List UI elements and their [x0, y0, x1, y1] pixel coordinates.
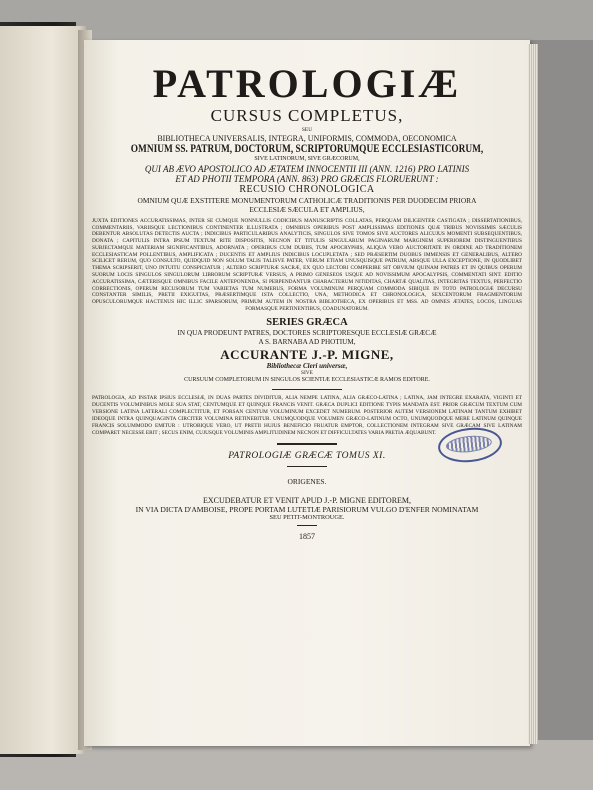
greek-paragraph: PATROLOGIA, AD INSTAR IPSIUS ECCLESIÆ, IN DUAS PARTES DIVIDITUR, ALIA NEMPE LATINA, ALIA GRÆCO-LATINA ; LATINA, JAM INTEGRE EXARATA, VIGINTI ET DUCENTIS VOLUMINIBUS MOLE SUA STAT, CENTUMQUE ET QUINQUE FRANCIS VENIT. GRÆCA DUPLICI EDITIONE TYPIS MANDATA EST. PRIOR GRÆCUM TEXTUM CUM VERSIONE LATINA LATERALI COMPLECTITUR, ET FORSAN CENTUM VOLUMINUM EXCEDET NUMERUM. POSTERIOR AUTEM VERSIONEM LATINAM TANTUM EXHIBET IDEOQUE INTRA QUINQUAGINTA CIRCITER VOLUMINA RETINEBITUR. UNUMQUODQUE VOLUMEN GRÆCO-LATINUM OCTO, UNUMQUODQUE MERE LATINUM QUINQUE FRANCIS SOLUMMODO EMITUR : UTROBIQUE VERO, UT PRETII HUJUS BENEFICIO FRUATUR EMPTOR, COLLECTIONEM INTEGRAM SIVE GRÆCAM SIVE LATINAM COMPARET NECESSE ERIT ; SECUS ENIM, CUJUSQUE VOLUMINIS AMPLITUDINEM NECNON ET DIFFICULTATES VARIA PRETIA ÆQUABUNT.: [92, 395, 522, 436]
intro-line-2: OMNIUM SS. PATRUM, DOCTORUM, SCRIPTORUMQUE ECCLESIASTICORUM,: [130, 143, 484, 156]
publication-year: 1857: [299, 531, 315, 541]
imprint-line-3: SEU PETIT-MONTROUGE.: [269, 514, 345, 522]
series-line-2: A S. BARNABA AD PHOTIUM,: [258, 338, 356, 347]
intro-line-4: QUI AB ÆVO APOSTOLICO AD ÆTATEM INNOCENTII III (ANN. 1216) PRO LATINIS: [144, 163, 470, 174]
body-paragraph: JUXTA EDITIONES ACCURATISSIMAS, INTER SE CUMQUE NONNULLIS CODICIBUS MANUSCRIPTIS COLLATAS, PERQUAM DILIGENTER CASTIGATA ; DISSERTATIONIBUS, COMMENTARIIS, VARIISQUE LECTIONIBUS CONTINENTER ILLUSTRATA ; OMNIBUS OPERIBUS POST AMPLISSIMAS EDITIONES QUÆ TRIBUS NOVISSIMIS SÆCULIS DEBENTUR ABSOLUTAS DETECTIS AUCTA ; INDICIBUS PARTICULARIBUS ANALYTICIS, SINGULOS SIVE TOMOS SIVE AUCTORES ALICUJUS MOMENTI SUBSEQUENTIBUS, DONATA ; CAPITULIS INTRA IPSUM TEXTUM RITE DISPOSITIS, NECNON ET TITULIS SINGULARUM PAGINARUM MARGINEM SUPERIOREM DISTINGUENTIBUS SUBJECTAMQUE MATERIAM SIGNIFICANTIBUS, ADORNATA ; OPERIBUS CUM DUBIIS, TUM APOCRYPHIS, ALIQUA VERO AUCTORITATE IN ORDINE AD TRADITIONEM ECCLESIASTICAM POLLENTIBUS, AMPLIFICATA ; DUCENTIS ET AMPLIUS INDICIBUS LOCUPLETATA ; SED PRÆSERTIM DUOBUS IMMENSIS ET GENERALIBUS, ALTERO SCILICET RERUM, QUO CONSULTO, QUIDQUID NON SOLUM TALIS TALISVE PATER, VERUM ETIAM UNUSQUISQUE PATRUM, ABSQUE ULLA EXCEPTIONE, IN QUODLIBET THEMA SCRIPSERIT, UNO INTUITU CONSPICIATUR ; ALTERO SCRIPTURÆ SACRÆ, EX QUO LECTORI COMPERIRE SIT OBVIUM QUINAM PATRES ET IN QUIBUS OPERUM SUORUM LOCIS SINGULOS SINGULORUM LIBRORUM SCRIPTURÆ VERSUS, A PRIMO GENESEOS USQUE AD NOVISSIMUM APOCALYPSIS, COMMENTATI SINT. EDITIO ACCURATISSIMA, CÆTERISQUE OMNIBUS FACILE ANTEPONENDA, SI PERPENDANTUR CHARACTERUM NITIDITAS, CHARTÆ QUALITAS, INTEGRITAS TEXTUS, PERFECTIO CORRECTIONIS, OPERUM RECUSORUM TUM VARIETAS TUM NUMERUS, FORMA VOLUMINUM PERQUAM COMMODA SIBIQUE IN TOTO PATROLOGIÆ DECURSU CONSTANTER SIMILIS, PRETII EXIGUITAS, PRÆSERTIMQUE ISTA COLLECTIO, UNA, METHODICA ET CHRONOLOGICA, SEXCENTORUM FRAGMENTORUM OPUSCULORUMQUE HACTENUS HIC ILLIC SPARSORUM, PRIMUM AUTEM IN NOSTRA BIBLIOTHECA, EX OPERIBUS ET MSS. AD OMNES ÆTATES, LOCOS, LINGUAS FORMASQUE PERTINENTIBUS, COADUNATORUM.: [92, 217, 522, 313]
seu-label: SEU: [301, 127, 313, 133]
sive-label: SIVE: [301, 369, 313, 376]
cursum-line: CURSUUM COMPLETORUM IN SINGULOS SCIENTIÆ ECCLESIASTICÆ RAMOS EDITORE.: [184, 376, 430, 383]
title-page-content: [92, 62, 522, 541]
page-edges: [528, 44, 538, 744]
editor-name: ACCURANTE J.-P. MIGNE,: [220, 346, 394, 362]
series-label: SERIES GRÆCA: [266, 316, 348, 328]
left-page: [0, 26, 86, 754]
intro-line-1: BIBLIOTHECA UNIVERSALIS, INTEGRA, UNIFORMIS, COMMODA, OECONOMICA: [157, 133, 457, 143]
stamp-inner-ring: [445, 434, 492, 455]
intro-line-5: ET AD PHOTII TEMPORA (ANN. 863) PRO GRÆCIS FLORUERUNT :: [175, 173, 439, 184]
tomus-line: PATROLOGIÆ GRÆCÆ TOMUS XI.: [228, 450, 386, 461]
divider-rule-tiny: [297, 525, 317, 526]
divider-rule-short: [287, 466, 327, 467]
imprint-line-1: EXCUDEBATUR ET VENIT APUD J.-P. MIGNE EDITOREM,: [202, 495, 412, 505]
series-line-1: IN QUA PRODEUNT PATRES, DOCTORES SCRIPTORESQUE ECCLESIÆ GRÆCÆ: [177, 328, 437, 337]
intro-line-7: ECCLESIÆ SÆCULA ET AMPLIUS,: [249, 205, 365, 215]
divider-rule: [272, 389, 342, 390]
recusio-heading: RECUSIO CHRONOLOGICA: [239, 183, 375, 195]
editor-title: Bibliothecæ Cleri universæ,: [266, 361, 348, 370]
author-name: ORIGENES.: [287, 476, 327, 486]
main-title: PATROLOGIÆ: [152, 61, 462, 106]
intro-line-3: SIVE LATINORUM, SIVE GRÆCORUM,: [254, 156, 360, 163]
imprint-line-2: IN VIA DICTA D'AMBOISE, PROPE PORTAM LUTETIÆ PARISIORUM VULGO D'ENFER NOMINATAM: [135, 504, 479, 514]
intro-line-6: OMNIUM QUÆ EXSTITERE MONUMENTORUM CATHOLICÆ TRADITIONIS PER DUODECIM PRIORA: [137, 195, 477, 205]
divider-rule-thick: [277, 443, 337, 445]
subtitle: CURSUS COMPLETUS,: [210, 106, 404, 125]
